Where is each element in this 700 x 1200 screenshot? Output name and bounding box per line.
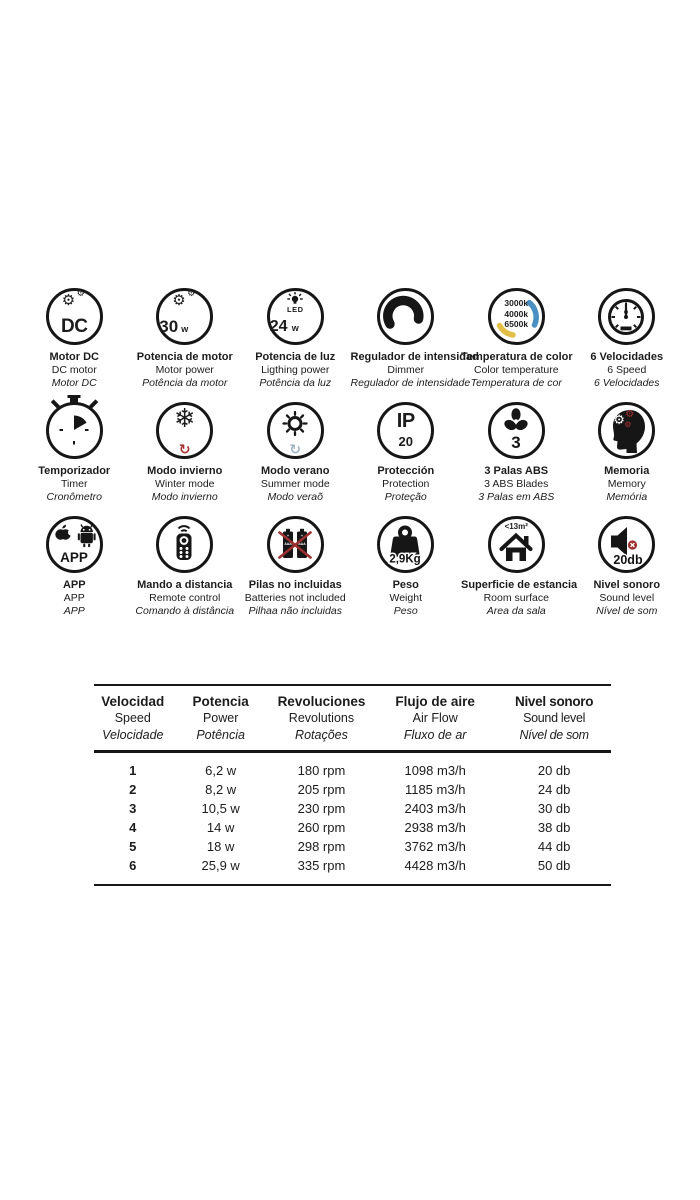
feature-motor-power — [130, 288, 241, 391]
stopwatch-crown — [70, 398, 78, 403]
label-pt: Modo veraõ — [267, 490, 323, 503]
label-en: Summer mode — [260, 478, 330, 490]
label-pt: Temperatura de cor — [470, 376, 562, 389]
label-pt: Motor DC — [51, 376, 97, 389]
label-pt: Peso — [393, 604, 418, 617]
gear-icon: ⚙ — [61, 291, 76, 309]
label-pt: Cronômetro — [46, 490, 102, 503]
dimmer-icon — [377, 288, 434, 345]
speed-gauge-icon — [598, 288, 655, 345]
svg-text:+: + — [300, 534, 303, 538]
table-row: 5 18 w 298 rpm 3762 m3/h 44 db — [129, 839, 571, 854]
label-es: Potencia de motor — [136, 351, 233, 363]
label-es: Potencia de luz — [255, 351, 336, 363]
svg-text:+: + — [286, 534, 289, 538]
kelvin-values: 3000k 4000k 6500k — [504, 298, 529, 329]
label-es: 6 Velocidades — [590, 351, 664, 363]
table-row: 4 14 w 260 rpm 2938 m3/h 38 db — [129, 820, 571, 835]
app-icon — [46, 516, 103, 573]
feature-weight — [351, 516, 462, 619]
weight-value: 2,9Kg — [389, 553, 421, 566]
kettlebell-icon — [380, 519, 430, 569]
label-en: APP — [63, 592, 85, 604]
table-row: 3 10,5 w 230 rpm 2403 m3/h 30 db — [129, 801, 571, 816]
label-pt: Memória — [606, 490, 648, 503]
feature-batteries — [240, 516, 351, 619]
label-pt: Proteção — [384, 490, 427, 503]
svg-text:AAA: AAA — [298, 542, 306, 546]
label-en: Motor power — [155, 364, 214, 376]
label-en: Sound level — [599, 592, 655, 604]
label-en: Batteries not included — [244, 592, 346, 604]
fan-blades-icon — [488, 402, 545, 459]
gear-icon: ⚙ — [625, 409, 635, 420]
label-en: Remote control — [149, 592, 221, 604]
feature-protection — [351, 402, 462, 505]
battery-cross-icon — [270, 519, 320, 569]
house-icon — [491, 519, 541, 569]
light-power-icon — [267, 288, 324, 345]
color-temperature-icon — [488, 288, 545, 345]
dimmer-knob-icon — [380, 291, 430, 341]
feature-sound-level — [572, 516, 683, 619]
motor-power-icon — [156, 288, 213, 345]
label-pt: Nível de som — [596, 604, 658, 617]
label-en: Dimmer — [387, 364, 425, 376]
spec-table — [94, 684, 611, 886]
remote-control-icon — [156, 516, 213, 573]
label-en: Color temperature — [473, 364, 559, 376]
blade-count: 3 — [511, 433, 521, 452]
label-en: Winter mode — [154, 478, 215, 490]
label-pt: Area da sala — [486, 604, 546, 617]
col-header-revolutions: Revoluciones Revolutions Rotações — [270, 685, 373, 752]
label-pt: Potência da motor — [142, 376, 228, 389]
label-es: Temporizador — [38, 465, 111, 477]
table-row: 2 8,2 w 205 rpm 1185 m3/h 24 db — [129, 782, 571, 797]
col-header-sound: Nivel sonoro Sound level Nível de som — [497, 685, 611, 752]
feature-six-speeds — [572, 288, 683, 391]
memory-icon — [598, 402, 655, 459]
label-es: Temperatura de color — [461, 351, 573, 363]
label-es: Regulador de intensidad — [350, 351, 479, 363]
label-en: 6 Speed — [607, 364, 647, 376]
feature-icon-grid — [19, 288, 682, 619]
feature-memory — [572, 402, 683, 505]
sound-level-icon — [598, 516, 655, 573]
label-es: Modo verano — [261, 465, 330, 477]
timer-icon — [46, 402, 103, 459]
gauge-icon — [601, 291, 651, 341]
label-pt: Pilhaa não incluidas — [248, 604, 342, 617]
label-en: Ligthing power — [261, 364, 330, 376]
winter-mode-icon — [156, 402, 213, 459]
label-es: Superficie de estancia — [461, 579, 578, 591]
gear-icon: ⚙ — [76, 289, 85, 299]
feature-summer-mode — [240, 402, 351, 505]
surface-value: <13m² — [504, 522, 528, 531]
label-pt: 3 Palas em ABS — [478, 490, 555, 503]
label-en: DC motor — [51, 364, 97, 376]
svg-text:AAA: AAA — [284, 542, 292, 546]
gear-icon: ⚙ — [187, 289, 196, 299]
label-es: 3 Palas ABS — [484, 465, 549, 477]
label-es: Memoria — [604, 465, 650, 477]
feature-light-power — [240, 288, 351, 391]
led-label: LED — [287, 305, 304, 314]
fan-icon — [491, 405, 541, 455]
watt-value: 24 w — [269, 318, 299, 335]
label-pt: Comando à distância — [135, 604, 235, 617]
snowflake-icon: ❄ — [173, 404, 196, 434]
label-es: Motor DC — [49, 351, 99, 363]
speaker-icon — [601, 519, 651, 569]
col-header-speed: Velocidad Speed Velocidade — [94, 685, 172, 752]
summer-mode-icon — [267, 402, 324, 459]
table-row: 6 25,9 w 335 rpm 4428 m3/h 50 db — [129, 858, 571, 873]
gear-icon: ⚙ — [624, 420, 632, 429]
label-es: Nivel sonoro — [593, 579, 661, 591]
label-es: Peso — [392, 579, 419, 591]
weight-icon — [377, 516, 434, 573]
batteries-icon — [267, 516, 324, 573]
label-en: Room surface — [483, 592, 549, 604]
gear-icon: ⚙ — [172, 291, 186, 309]
watt-value: 30 w — [159, 317, 189, 336]
ip-rating: 20 — [398, 434, 413, 449]
label-es: Mando a distancia — [137, 579, 233, 591]
label-pt: 6 Velocidades — [593, 376, 660, 389]
label-en: Timer — [61, 478, 88, 490]
apple-android-icon — [49, 519, 99, 569]
col-header-airflow: Flujo de aire Air Flow Fluxo de ar — [373, 685, 497, 752]
label-pt: APP — [63, 604, 85, 617]
feature-remote-control — [130, 516, 241, 619]
gear-icon: ⚙ — [613, 413, 625, 428]
ip20-icon — [377, 402, 434, 459]
label-en: Protection — [382, 478, 430, 490]
feature-color-temperature — [461, 288, 572, 391]
feature-room-surface — [461, 516, 578, 619]
label-pt: Potência da luz — [259, 376, 332, 389]
feature-app — [19, 516, 130, 619]
label-en: 3 ABS Blades — [484, 478, 549, 490]
label-en: Memory — [607, 478, 646, 490]
label-en: Weight — [389, 592, 422, 604]
table-header-row — [94, 685, 611, 752]
label-pt: Regulador de intensidade — [350, 376, 471, 389]
feature-dimmer — [350, 288, 479, 391]
db-value: 20db — [613, 553, 643, 567]
rotate-arrow-icon: ↻ — [178, 442, 191, 458]
label-pt: Modo invierno — [151, 490, 218, 503]
room-surface-icon — [488, 516, 545, 573]
rotate-arrow-icon: ↻ — [289, 442, 302, 458]
label-es: Protección — [377, 465, 435, 477]
dc-label: DC — [61, 316, 88, 337]
label-es: Pilas no incluidas — [248, 579, 342, 591]
app-label: APP — [59, 550, 88, 565]
feature-dc-motor — [19, 288, 130, 391]
remote-icon — [159, 519, 209, 569]
table-row: 1 6,2 w 180 rpm 1098 m3/h 20 db — [129, 763, 571, 778]
feature-blades — [461, 402, 572, 505]
dc-motor-icon — [46, 288, 103, 345]
label-es: APP — [62, 579, 86, 591]
label-es: Modo invierno — [147, 465, 223, 477]
ip-label: IP — [396, 410, 415, 432]
feature-timer — [19, 402, 130, 505]
feature-winter-mode — [130, 402, 241, 505]
col-header-power: Potencia Power Potência — [172, 685, 270, 752]
stopwatch-face-icon — [49, 405, 99, 455]
